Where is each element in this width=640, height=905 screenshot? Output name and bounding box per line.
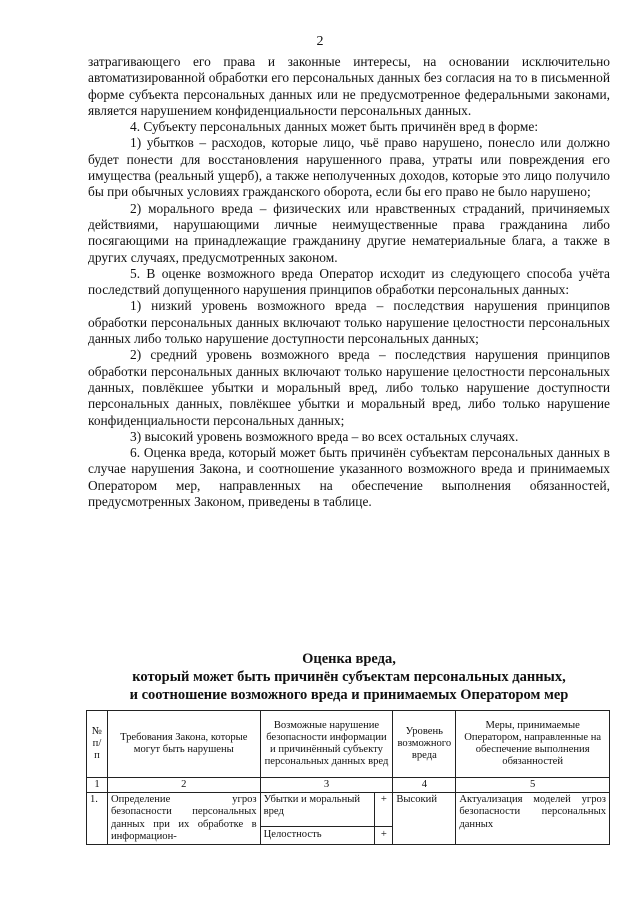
paragraph-low-level: 1) низкий уровень возможного вреда – последствия нарушения принципов обработки персональных данных включают только нарушение целостности персональных данных либо только нарушение доступности персональных данных;	[88, 298, 610, 347]
table-heading	[88, 650, 610, 704]
page-number: 2	[316, 34, 324, 49]
row-1-level: Высокий	[393, 793, 456, 845]
col-number-4: 4	[393, 778, 456, 793]
table-row	[87, 793, 610, 826]
header-level: Уровень возможного вреда	[393, 711, 456, 778]
row-1-harm-1: Убытки и моральный вред	[260, 793, 375, 826]
paragraph-high-level: 3) высокий уровень возможного вреда – во всех остальных случаях.	[130, 428, 519, 444]
paragraph-continuation: затрагивающего его права и законные интересы, на основании исключительно автоматизированной обработки его персональных данных без согласия на то в письменной форме субъекта персональных данных или не предусмотренное федеральными законами, является нарушением конфиденциальности персональных данных.	[88, 54, 610, 118]
harm-assessment-table	[86, 710, 610, 845]
col-number-3: 3	[260, 778, 393, 793]
row-1-harm-1-mark: +	[375, 793, 393, 826]
row-1-requirement: Определение угроз безопасности персональных данных при их обработке в информацион-	[107, 793, 260, 845]
header-num: № п/п	[87, 711, 108, 778]
heading-line-3: и соотношение возможного вреда и принимаемых Оператором мер	[129, 687, 569, 703]
row-1-harm-2-mark: +	[375, 826, 393, 845]
row-1-num: 1.	[87, 793, 108, 845]
column-number-row	[87, 778, 610, 793]
col-number-5: 5	[456, 778, 610, 793]
header-violations: Возможные нарушение безопасности информации и причинённый субъекту персональных данных вред	[260, 711, 393, 778]
header-measures: Меры, принимаемые Оператором, направленные на обеспечение выполнения обязанностей	[456, 711, 610, 778]
paragraph-medium-level: 2) средний уровень возможного вреда – последствия нарушения принципов обработки персональных данных включают только нарушение целостности персональных данных, повлёкшее убытки и моральный вред, либо только нарушение доступности персональных данных, повлёкшее убытки и моральный вред, либо только нарушение конфиденциальности персональных данных;	[88, 347, 610, 428]
paragraph-item-6: 6. Оценка вреда, который может быть причинён субъектам персональных данных в случае нарушения Закона, и соотношение указанного возможного вреда и принимаемых Оператором мер, направленных на обеспечение выполнения обязанностей, предусмотренных Законом, приведены в таблице.	[88, 445, 610, 510]
row-1-measure: Актуализация моделей угроз безопасности персональных данных	[456, 793, 610, 845]
body-text	[88, 54, 610, 510]
header-requirements: Требования Закона, которые могут быть нарушены	[107, 711, 260, 778]
col-number-2: 2	[107, 778, 260, 793]
paragraph-item-5: 5. В оценке возможного вреда Оператор исходит из следующего способа учёта последствий допущенного нарушения принципов обработки персональных данных:	[88, 265, 610, 298]
paragraph-moral-harm: 2) морального вреда – физических или нравственных страданий, причиняемых действиями, нарушающими личные неимущественные права гражданина либо посягающими на принадлежащие гражданину другие нематериальные блага, а также в других случаях, предусмотренных законом.	[88, 200, 610, 265]
heading-line-2: который может быть причинён субъектам персональных данных,	[132, 669, 566, 685]
col-number-1: 1	[87, 778, 108, 793]
row-1-harm-2: Целостность	[260, 826, 375, 845]
table-header-row	[87, 711, 610, 778]
heading-line-1: Оценка вреда,	[302, 651, 396, 667]
paragraph-item-4: 4. Субъекту персональных данных может быть причинён вред в форме:	[130, 119, 539, 135]
paragraph-losses: 1) убытков – расходов, которые лицо, чьё право нарушено, понесло или должно будет понести для восстановления нарушенного права, утраты или повреждения его имущества (реальный ущерб), а также неполученных доходов, которые это лицо получило бы при обычных условиях гражданского оборота, если бы его право не было нарушено;	[88, 135, 610, 200]
